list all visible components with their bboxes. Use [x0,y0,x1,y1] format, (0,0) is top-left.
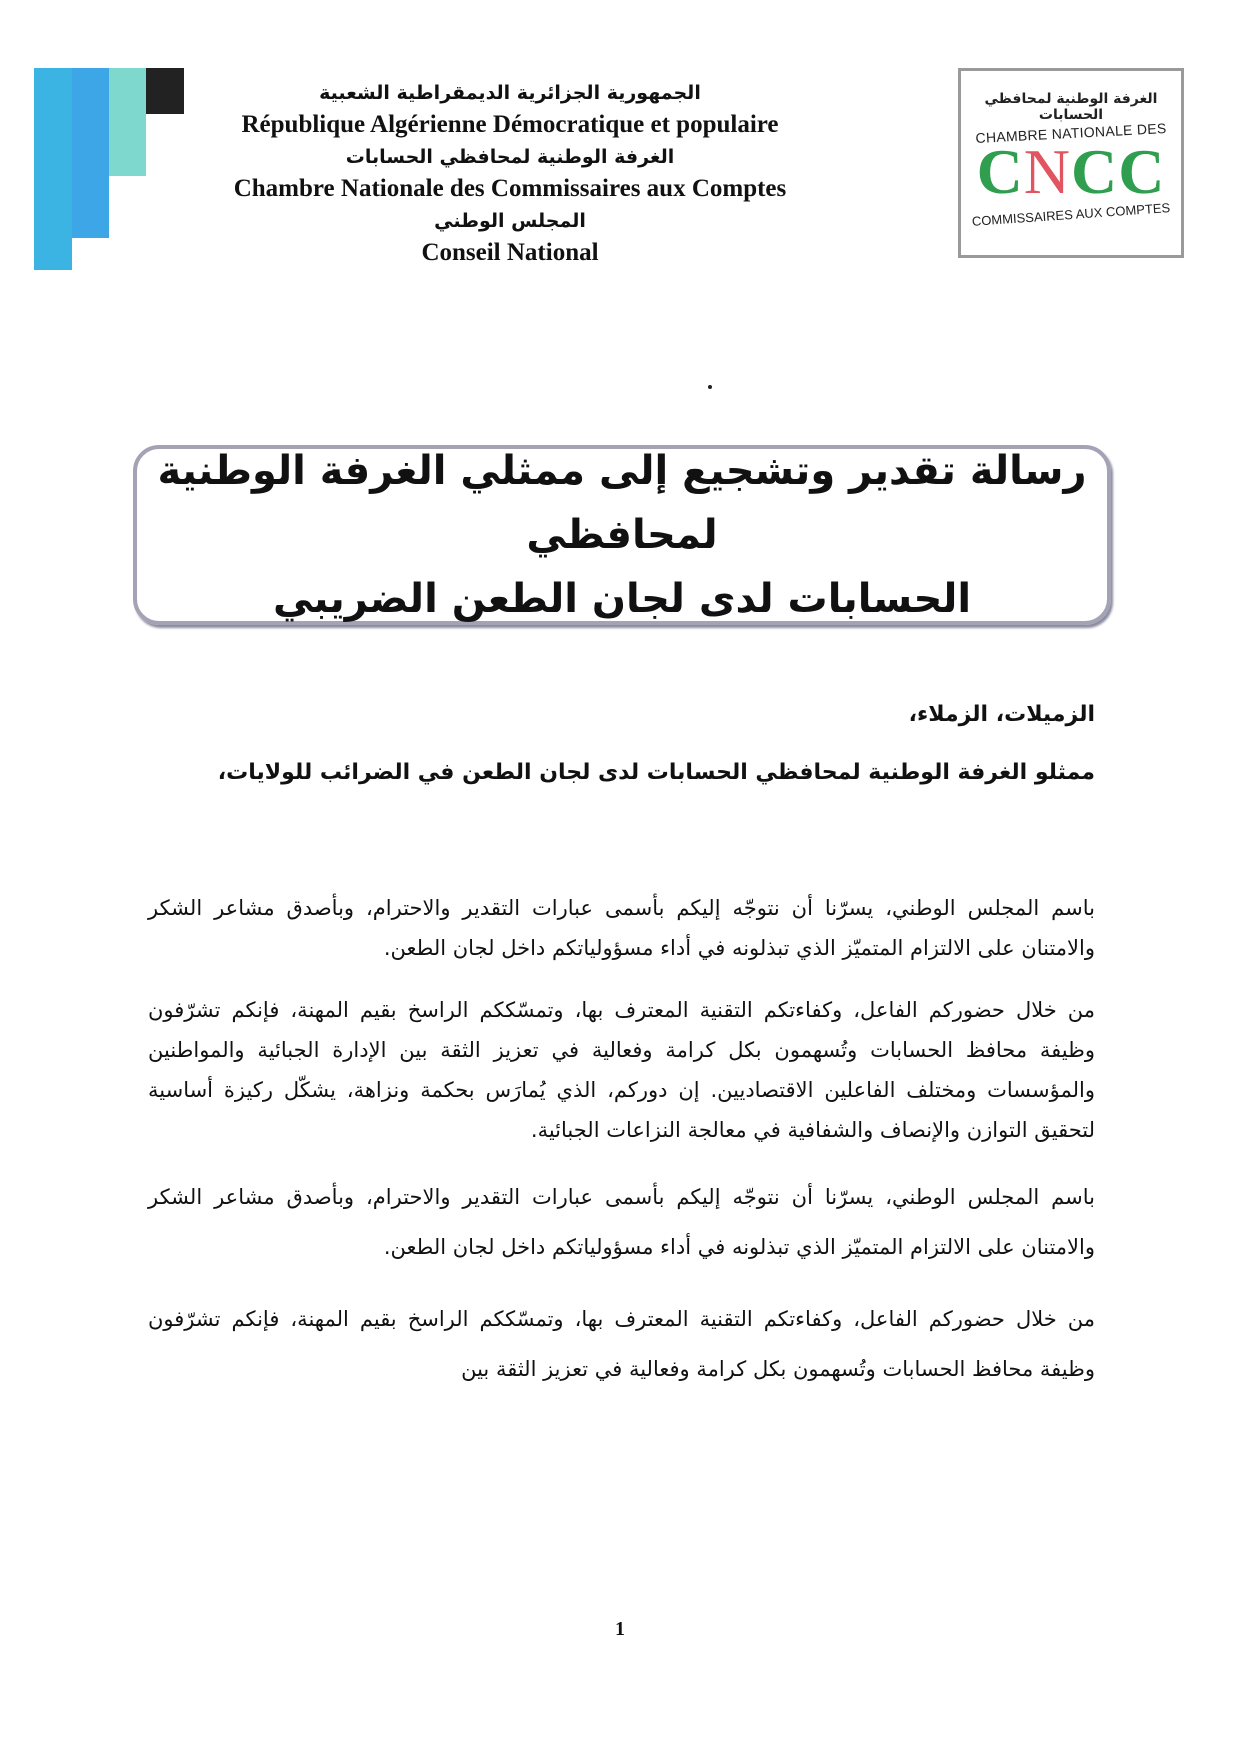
logo-letter-c2: C [1071,136,1119,207]
header-arabic-republic: الجمهورية الجزائرية الديمقراطية الشعبية [319,82,701,104]
title-box [133,445,1111,625]
header-arabic-council: المجلس الوطني [434,210,586,232]
scan-artifact [708,385,712,389]
logo-letter-c3: C [1118,136,1166,207]
decorative-block-blue [72,68,109,238]
title-line-2: الحسابات لدى لجان الطعن الضريبي [272,576,972,622]
header-french-chamber: Chambre Nationale des Commissaires aux Comptes [233,175,787,202]
decorative-block-light-blue [34,68,72,270]
logo-letter-n: N [1023,136,1071,207]
decorative-block-teal [109,68,146,176]
body-paragraph: من خلال حضوركم الفاعل، وكفاءتكم التقنية المعترف بها، وتمسّككم الراسخ بقيم المهنة، فإنكم تشرّفون وظيفة محافظ الحسابات وتُسهمون بكل كرامة وفعالية في تعزيز الثقة بين الإدارة الجبائية والمواطنين والمؤسسات ومختلف الفاعلين الاقتصاديين. إن دوركم، الذي يُمارَس بحكمة ونزاهة، يشكّل ركيزة أساسية لتحقيق التوازن والإنصاف والشفافية في معالجة النزاعات الجبائية. [148,998,1095,1142]
body-paragraph: باسم المجلس الوطني، يسرّنا أن نتوجّه إليكم بأسمى عبارات التقدير والاحترام، وبأصدق مشاعر الشكر والامتنان على الالتزام المتميّز الذي تبذلونه في أداء مسؤولياتكم داخل لجان الطعن. [148,896,1095,960]
logo-top-text: CHAMBRE NATIONALE DES [975,120,1167,146]
logo-bottom-text: COMMISSAIRES AUX COMPTES [971,200,1171,229]
header-arabic-chamber: الغرفة الوطنية لمحافظي الحسابات [345,146,675,168]
logo-arabic-name: الغرفة الوطنية لمحافظي الحسابات [984,91,1158,123]
letter-body [148,888,1095,1394]
letterhead [210,78,810,270]
cncc-logo [958,68,1184,258]
decorative-block-black [146,68,184,114]
salutation-line-2: ممثلو الغرفة الوطنية لمحافظي الحسابات لدى لجان الطعن في الضرائب للولايات، [217,760,1095,785]
body-paragraph: باسم المجلس الوطني، يسرّنا أن نتوجّه إليكم بأسمى عبارات التقدير والاحترام، وبأصدق مشاعر الشكر والامتنان على الالتزام المتميّز الذي تبذلونه في أداء مسؤولياتكم داخل لجان الطعن. [148,1185,1095,1259]
header-french-republic: République Algérienne Démocratique et populaire [241,111,779,138]
title-line-1: رسالة تقدير وتشجيع إلى ممثلي الغرفة الوطنية لمحافظي [157,448,1087,558]
body-paragraph: من خلال حضوركم الفاعل، وكفاءتكم التقنية المعترف بها، وتمسّككم الراسخ بقيم المهنة، فإنكم تشرّفون وظيفة محافظ الحسابات وتُسهمون بكل كرامة وفعالية في تعزيز الثقة بين [148,1307,1095,1381]
page-number: 1 [615,1618,625,1640]
header-french-council: Conseil National [421,239,599,266]
salutation-line-1: الزميلات، الزملاء، [908,702,1095,727]
logo-acronym [961,136,1181,207]
letter-title [137,439,1107,631]
logo-letter-c1: C [976,136,1024,207]
salutation [140,700,1095,816]
